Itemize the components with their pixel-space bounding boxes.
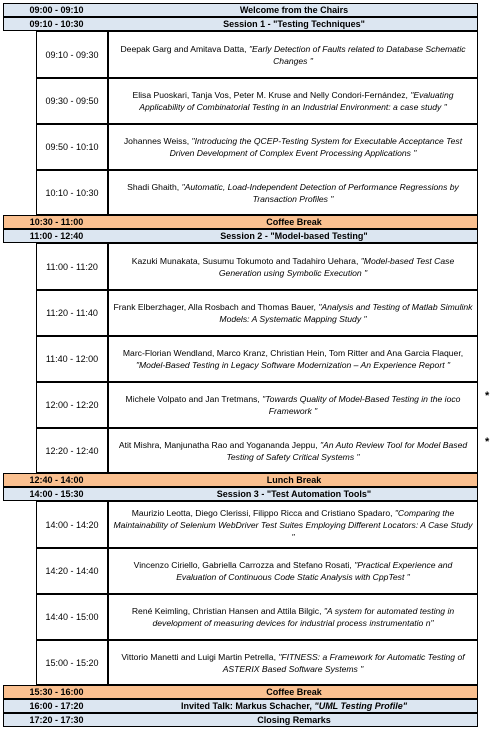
coffee-break-row: [3, 685, 478, 699]
talk-time: 09:10 - 09:30: [36, 31, 108, 78]
talk-entry: [108, 501, 478, 548]
talk-authors: Michele Volpato and Jan Tretmans,: [125, 394, 263, 404]
talk-time: 11:40 - 12:00: [36, 336, 108, 382]
talk-time: 14:20 - 14:40: [36, 548, 108, 594]
welcome-row: [3, 3, 478, 17]
talk-authors: Johannes Weiss,: [123, 136, 192, 146]
row-time: 11:00 - 12:40: [29, 231, 84, 241]
talk-title: "Early Detection of Faults related to Database Schematic Changes ": [248, 43, 466, 66]
row-time: 10:30 - 11:00: [29, 217, 84, 227]
talk-entry: [108, 243, 478, 290]
talk-time: 14:40 - 15:00: [36, 594, 108, 640]
talk-time: 10:10 - 10:30: [36, 170, 108, 215]
row-title: Coffee Break: [266, 687, 322, 697]
talk-title: "FITNESS: a Framework for Automatic Testing of ASTERIX Based Software Systems ": [222, 651, 465, 674]
talk-entry: [108, 548, 478, 594]
talk-time: 11:00 - 11:20: [36, 243, 108, 290]
invited-talk-title: "UML Testing Profile": [314, 701, 407, 711]
row-title: [109, 700, 479, 712]
talk-entry: [108, 31, 478, 78]
closing-remarks-row: [3, 713, 478, 727]
session1-header-row: [3, 17, 478, 31]
row-time: 09:10 - 10:30: [29, 19, 84, 29]
talk-authors: Maurizio Leotta, Diego Clerissi, Filippo Ricca and Cristiano Spadaro,: [131, 507, 395, 518]
talk-entry: [108, 124, 478, 170]
row-title: Closing Remarks: [257, 715, 331, 725]
talk-authors: Vincenzo Ciriello, Gabriella Carrozza and Stefano Rosati,: [133, 560, 355, 570]
row-title: Session 2 - "Model-based Testing": [220, 231, 368, 241]
talk-title: "Model-based Test Case Generation using Symbolic Execution ": [218, 255, 455, 278]
star-marker: *: [485, 390, 490, 402]
talk-authors: Atit Mishra, Manjunatha Rao and Yogananda Jeppu,: [118, 439, 320, 450]
talk-entry: [108, 640, 478, 685]
row-time: 12:40 - 14:00: [29, 475, 84, 485]
talk-title: "Model-Based Testing in Legacy Software Modernization – An Experience Report ": [135, 360, 451, 370]
row-title: Session 3 - "Test Automation Tools": [216, 489, 372, 499]
talk-authors: Shadi Ghaith,: [127, 181, 182, 192]
coffee-break-row: [3, 215, 478, 229]
talk-authors: Frank Elberzhager, Alla Rosbach and Thomas Bauer,: [113, 302, 319, 312]
talk-entry: [108, 382, 478, 428]
talk-authors: Marc-Florian Wendland, Marco Kranz, Christian Hein, Tom Ritter and Ana Garcia Flaquer,: [122, 348, 464, 358]
talk-time: 09:30 - 09:50: [36, 78, 108, 124]
talk-title: "Towards Quality of Model-Based Testing in the ioco Framework ": [262, 394, 461, 416]
talk-title: "Evaluating Applicability of Combinatorial Testing in an Industrial Environment: a case study ": [139, 90, 454, 112]
row-title: Welcome from the Chairs: [239, 5, 349, 15]
talk-time: 09:50 - 10:10: [36, 124, 108, 170]
row-title: Session 1 - "Testing Techniques": [223, 19, 365, 29]
talk-entry: [108, 336, 478, 382]
row-title: Coffee Break: [266, 217, 322, 227]
talk-authors: Elisa Puoskari, Tanja Vos, Peter M. Kruse and Nelly Condori-Fernández,: [132, 90, 411, 100]
talk-title: "Analysis and Testing of Matlab Simulink Models: A Systematic Mapping Study ": [219, 302, 473, 324]
invited-talk-row: [3, 699, 478, 713]
lunch-break-row: [3, 473, 478, 487]
row-time: 09:00 - 09:10: [29, 5, 84, 15]
talk-entry: [108, 428, 478, 473]
invited-talk-label: Invited Talk: Markus Schacher,: [181, 701, 315, 711]
row-title: Lunch Break: [266, 475, 322, 485]
talk-time: 15:00 - 15:20: [36, 640, 108, 685]
talk-time: 12:00 - 12:20: [36, 382, 108, 428]
talk-entry: [108, 290, 478, 336]
talk-title: "Automatic, Load-Independent Detection of Performance Regressions by Transaction Profiles ": [181, 181, 459, 204]
row-time: 16:00 - 17:20: [29, 701, 84, 711]
talk-title: "Introducing the QCEP-Testing System for Executable Acceptance Test Driven Development of Complex Event Processing Applications ": [169, 136, 463, 158]
talk-title: "An Auto Review Tool for Model Based Testing of Safety Critical Systems ": [226, 439, 468, 462]
talk-title: "A system for automated testing in development of measuring devices for industrial process instrumentatio n": [152, 606, 455, 628]
session3-header-row: [3, 487, 478, 501]
talk-time: 14:00 - 14:20: [36, 501, 108, 548]
talk-entry: [108, 78, 478, 124]
talk-title: "Practical Experience and Evaluation of Continuous Code Static Analysis with CppTest ": [176, 560, 453, 582]
star-marker: *: [485, 436, 490, 448]
talk-entry: [108, 594, 478, 640]
session2-header-row: [3, 229, 478, 243]
row-time: 17:20 - 17:30: [29, 715, 84, 725]
talk-time: 12:20 - 12:40: [36, 428, 108, 473]
talk-entry: [108, 170, 478, 215]
talk-authors: René Keimling, Christian Hansen and Attila Bilgic,: [131, 606, 324, 616]
talk-authors: Deepak Garg and Amitava Datta,: [120, 43, 249, 54]
row-time: 15:30 - 16:00: [29, 687, 84, 697]
talk-authors: Vittorio Manetti and Luigi Martin Petrella,: [121, 651, 279, 662]
row-time: 14:00 - 15:30: [29, 489, 84, 499]
talk-title: "Comparing the Maintainability of Selenium WebDriver Test Suites Employing Different Locators: A Case Study ": [113, 507, 473, 542]
talk-time: 11:20 - 11:40: [36, 290, 108, 336]
talk-authors: Kazuki Munakata, Susumu Tokumoto and Tadahiro Uehara,: [131, 255, 361, 266]
